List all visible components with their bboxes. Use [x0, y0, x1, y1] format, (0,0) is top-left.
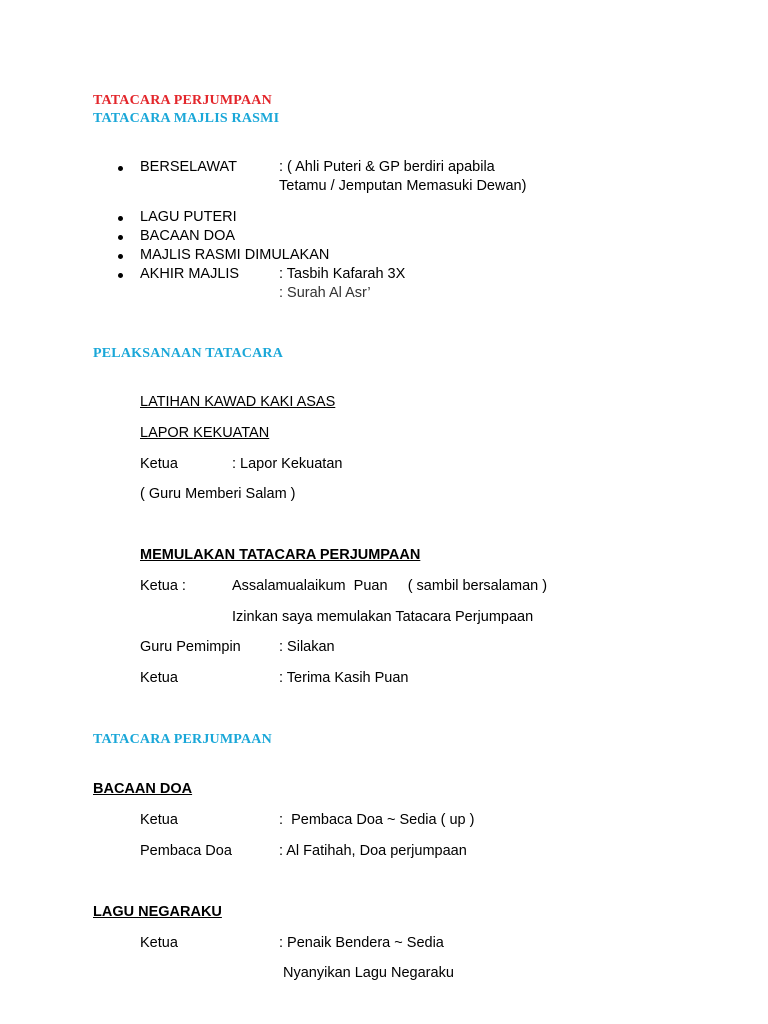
section-heading-pelaksanaan: PELAKSANAAN TATACARA [93, 346, 284, 361]
row-value: Nyanyikan Lagu Negaraku [283, 965, 454, 981]
section-heading-tatacara: TATACARA PERJUMPAAN [93, 732, 272, 747]
row-value: Assalamualaikum Puan ( sambil bersalaman ) [232, 578, 548, 594]
latihan-kawad-heading: LATIHAN KAWAD KAKI ASAS [140, 394, 336, 410]
bullet-detail: : Tasbih Kafarah 3X [279, 266, 406, 282]
bullet-detail: : Surah Al Asr’ [279, 285, 371, 301]
bullet-dot [118, 235, 123, 240]
bacaan-doa-heading: BACAAN DOA [93, 781, 193, 797]
document-subtitle: TATACARA MAJLIS RASMI [93, 111, 280, 126]
bullet-dot [118, 254, 123, 259]
document-title: TATACARA PERJUMPAAN [93, 93, 272, 108]
memulakan-heading: MEMULAKAN TATACARA PERJUMPAAN [140, 547, 421, 563]
row-label: Guru Pemimpin [140, 639, 241, 655]
row-value: : Al Fatihah, Doa perjumpaan [279, 843, 467, 859]
salam-note: ( Guru Memberi Salam ) [140, 486, 296, 502]
bullet-label-lagu-puteri: LAGU PUTERI [140, 209, 237, 225]
row-value: : Silakan [279, 639, 335, 655]
bullet-label-berselawat: BERSELAWAT [140, 159, 237, 175]
row-label: Ketua : [140, 578, 186, 594]
bullet-detail: : ( Ahli Puteri & GP berdiri apabila [279, 159, 495, 175]
row-value: : Penaik Bendera ~ Sedia [279, 935, 444, 951]
bullet-label-akhir-majlis: AKHIR MAJLIS [140, 266, 240, 282]
bullet-detail: Tetamu / Jemputan Memasuki Dewan) [279, 178, 527, 194]
lapor-kekuatan-heading: LAPOR KEKUATAN [140, 425, 270, 441]
row-value: Izinkan saya memulakan Tatacara Perjumpaan [232, 609, 534, 625]
row-label: Ketua [140, 670, 178, 686]
row-value: : Terima Kasih Puan [279, 670, 409, 686]
bullet-label-bacaan-doa: BACAAN DOA [140, 228, 236, 244]
bullet-dot [118, 216, 123, 221]
row-label: Pembaca Doa [140, 843, 232, 859]
row-value: : Pembaca Doa ~ Sedia ( up ) [279, 812, 475, 828]
row-label: Ketua [140, 935, 178, 951]
bullet-label-majlis-rasmi: MAJLIS RASMI DIMULAKAN [140, 247, 330, 263]
row-value: : Lapor Kekuatan [232, 456, 343, 472]
lagu-negaraku-heading: LAGU NEGARAKU [93, 904, 222, 920]
row-label: Ketua [140, 456, 178, 472]
bullet-dot [118, 166, 123, 171]
bullet-dot [118, 273, 123, 278]
row-label: Ketua [140, 812, 178, 828]
